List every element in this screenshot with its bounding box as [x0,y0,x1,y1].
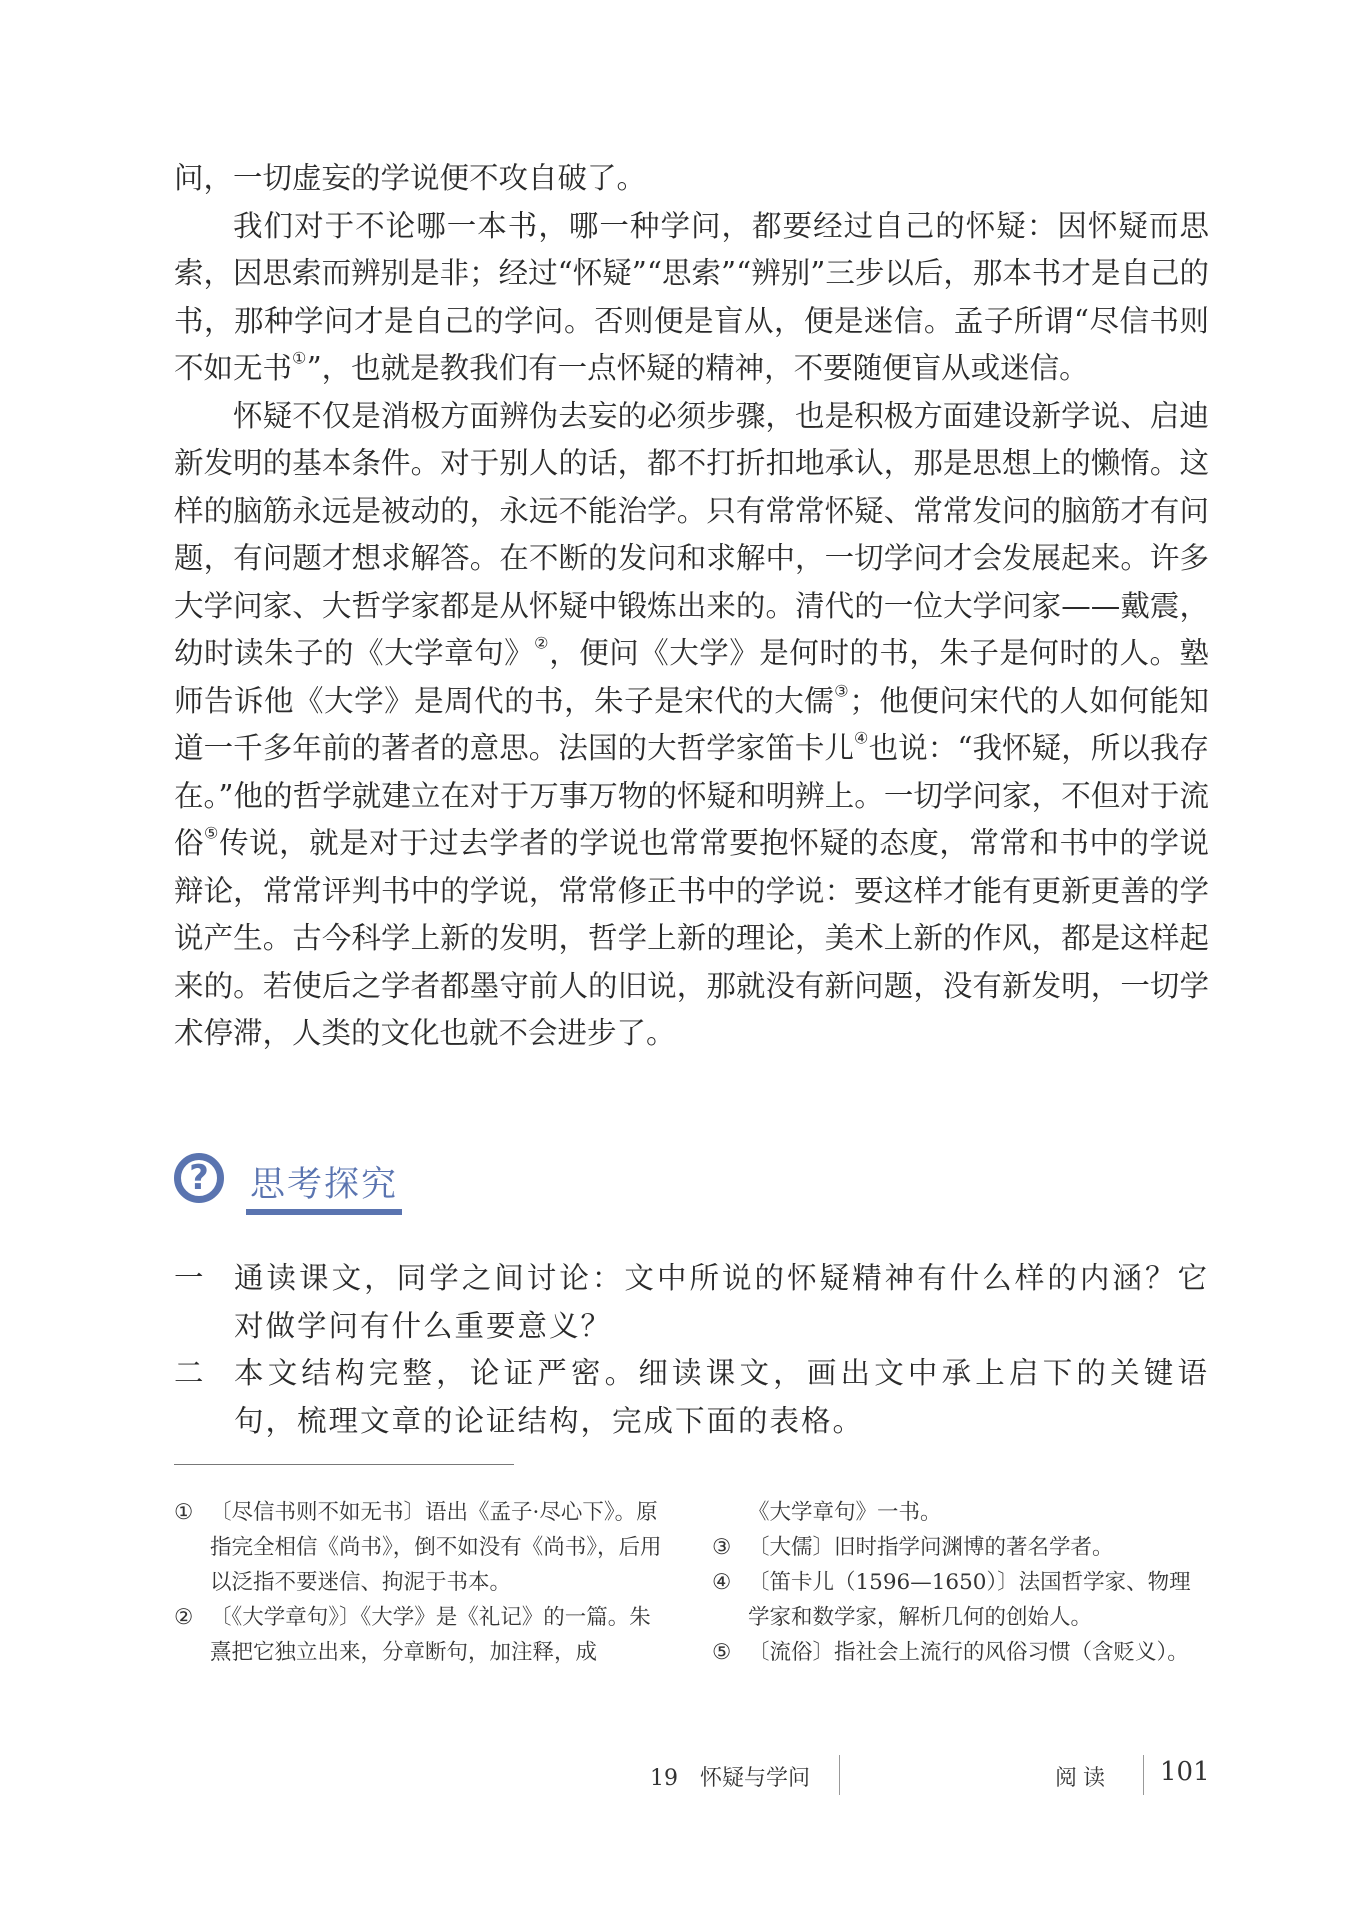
body-text-run: ”，也就是教我们有一点怀疑的精神，不要随便盲从或迷信。 [306,351,1089,385]
question-text: 通读课文，同学之间讨论：文中所说的怀疑精神有什么样的内涵？它对做学问有什么重要意义？ [234,1261,1209,1343]
footnotes-left-column [174,1495,664,1670]
footnote-text: 〔《大学章句》〕《大学》是《礼记》的一篇。朱熹把它独立出来，分章断句，加注释，成 [210,1605,651,1665]
body-paragraph [174,203,1209,393]
footnote-marker: ④ [854,728,869,748]
footnote [174,1600,664,1670]
footnote-continuation [712,1495,1212,1530]
footnote-number: ⑤ [712,1640,732,1665]
footnote-number: ② [174,1605,194,1630]
footer-section-name: 阅读 [1055,1766,1112,1791]
footnote-marker: ③ [834,680,850,700]
footer-lesson-title: 19 怀疑与学问 [650,1766,810,1791]
footnote [712,1565,1212,1635]
section-title-underline [246,1209,402,1215]
footnotes-right-column [712,1495,1212,1670]
footnote-marker: ⑤ [204,823,220,843]
body-text-run: 问，一切虚妄的学说便不攻自破了。 [174,161,647,195]
footnote-divider [174,1464,514,1465]
footnote-text: 〔流俗〕指社会上流行的风俗习惯（含贬义）。 [748,1640,1189,1665]
footnote-marker: ② [534,633,550,653]
footnote-number: ④ [712,1570,732,1595]
footnote-number: ① [174,1500,194,1525]
footnote [712,1530,1212,1565]
footer-divider [839,1755,840,1795]
body-text-run: ，便问《大学》是何时的书，朱子是何时的人。塾师告诉他《大学》是周代的书，朱子是宋代的大儒 [174,636,1209,718]
footnote-text: 《大学章句》一书。 [748,1500,942,1525]
section-title: 思考探究 [250,1165,399,1205]
body-text-run: 怀疑不仅是消极方面辨伪去妄的必须步骤，也是积极方面建设新学说、启迪新发明的基本条件。对于别人的话，都不打折扣地承认，那是思想上的懒惰。这样的脑筋永远是被动的，永远不能治学。只有常常怀疑、常常发问的脑筋才有问题，有问题才想求解答。在不断的发问和求解中，一切学问才会发展起来。许多大学问家、大哲学家都是从怀疑中锻炼出来的。清代的一位大学问家——戴震，幼时读朱子的《大学章句》 [174,398,1209,670]
main-body-text [174,155,1209,1058]
footnote-number: ③ [712,1535,732,1560]
footnote-text: 〔尽信书则不如无书〕语出《孟子·尽心下》。原指完全相信《尚书》，倒不如没有《尚书》，后用以泛指不要迷信、拘泥于书本。 [210,1500,662,1595]
question-text: 本文结构完整，论证严密。细读课文，画出文中承上启下的关键语句，梳理文章的论证结构，完成下面的表格。 [234,1356,1209,1438]
question-list [174,1255,1209,1445]
body-paragraph [174,393,1209,1058]
question-number: 二 [174,1356,206,1390]
body-text-run: 也说：“我怀疑，所以我存在。”他的哲学就建立在对于万事万物的怀疑和明辨上。一切学问家，不但对于流俗 [174,731,1209,860]
question-number: 一 [174,1261,206,1295]
footnote-text: 〔大儒〕旧时指学问渊博的著名学者。 [748,1535,1114,1560]
question-item [174,1350,1209,1445]
footnote-text: 〔笛卡儿（1596—1650）〕法国哲学家、物理学家和数学家，解析几何的创始人。 [748,1570,1191,1630]
body-paragraph [174,155,1209,203]
footnote [174,1495,664,1600]
footnote-marker: ① [292,348,307,368]
body-text-run: 我们对于不论哪一本书，哪一种学问，都要经过自己的怀疑：因怀疑而思索，因思索而辨别是非；经过“怀疑”“思索”“辨别”三步以后，那本书才是自己的书，那种学问才是自己的学问。否则便是盲从，便是迷信。孟子所谓“尽信书则不如无书 [174,208,1209,385]
question-mark-icon: ? [174,1153,224,1203]
body-text-run: 传说，就是对于过去学者的学说也常常要抱怀疑的态度，常常和书中的学说辩论，常常评判书中的学说，常常修正书中的学说：要这样才能有更新更善的学说产生。古今科学上新的发明，哲学上新的理论，美术上新的作风，都是这样起来的。若使后之学者都墨守前人的旧说，那就没有新问题，没有新发明，一切学术停滞，人类的文化也就不会进步了。 [174,826,1209,1050]
page-footer [0,1755,1350,1799]
question-item [174,1255,1209,1350]
section-heading [174,1153,434,1223]
footnote [712,1635,1212,1670]
footer-divider [1143,1755,1144,1795]
body-text-run: ；他便问宋代的人如何能知道一千多年前的著者的意思。法国的大哲学家笛卡儿 [174,683,1209,765]
page-number: 101 [1160,1757,1210,1787]
